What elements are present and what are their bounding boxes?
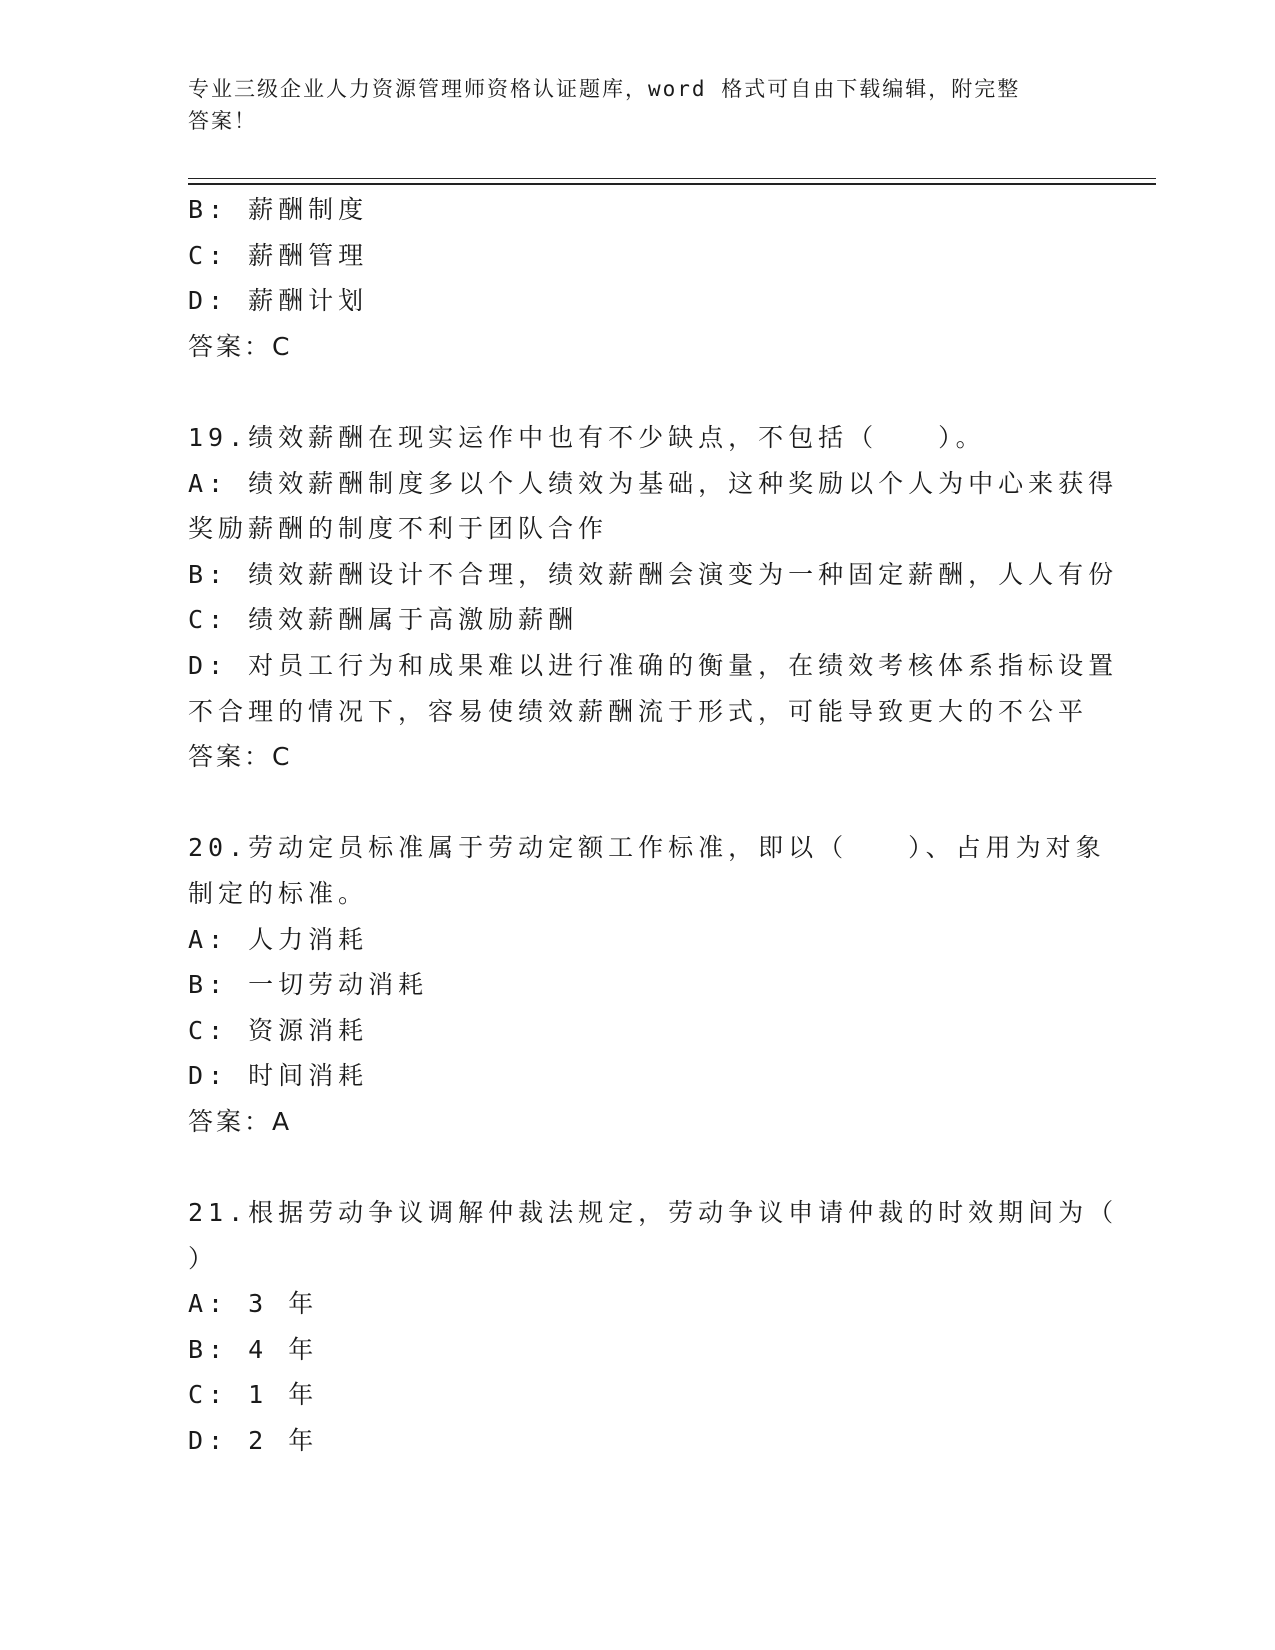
q20-question-line-1: 20.劳动定员标准属于劳动定额工作标准，即以（ ）、占用为对象	[188, 833, 1106, 863]
q19-option-b: B: 绩效薪酬设计不合理，绩效薪酬会演变为一种固定薪酬，人人有份	[188, 559, 1119, 589]
question-20-block	[188, 825, 1106, 1144]
q19-answer: 答案：C	[188, 742, 293, 772]
header-line-1: 专业三级企业人力资源管理师资格认证题库，word 格式可自由下载编辑，附完整	[188, 77, 1021, 101]
q21-question-line-2: ）	[188, 1243, 219, 1273]
q20-answer: 答案：A	[188, 1106, 293, 1136]
document-body	[188, 187, 1119, 1464]
q19-option-a-line-1: A: 绩效薪酬制度多以个人绩效为基础，这种奖励以个人为中心来获得	[188, 468, 1119, 498]
question-21-block	[188, 1190, 1119, 1464]
q19-option-a-line-2: 奖励薪酬的制度不利于团队合作	[188, 514, 609, 544]
q19-option-d-line-1: D: 对员工行为和成果难以进行准确的衡量，在绩效考核体系指标设置	[188, 650, 1119, 680]
q19-option-c: C: 绩效薪酬属于高激励薪酬	[188, 605, 579, 635]
question-19-block	[188, 415, 1119, 780]
q18-answer: 答案：C	[188, 331, 293, 361]
spacer	[188, 1144, 1088, 1190]
q21-option-a: A: 3 年	[188, 1289, 319, 1319]
header-rule-thick	[188, 183, 1156, 185]
q19-question: 19.绩效薪酬在现实运作中也有不少缺点，不包括（ ）。	[188, 422, 986, 452]
q18-option-c: C: 薪酬管理	[188, 240, 369, 270]
q20-option-d: D: 时间消耗	[188, 1061, 369, 1091]
q21-option-d: D: 2 年	[188, 1426, 319, 1456]
q20-question-line-2: 制定的标准。	[188, 878, 369, 908]
q18-option-d: D: 薪酬计划	[188, 286, 369, 316]
q21-option-b: B: 4 年	[188, 1334, 319, 1364]
q19-option-d-line-2: 不合理的情况下，容易使绩效薪酬流于形式，可能导致更大的不公平	[188, 696, 1089, 726]
q21-question-line-1: 21.根据劳动争议调解仲裁法规定，劳动争议申请仲裁的时效期间为（	[188, 1198, 1119, 1228]
q20-option-a: A: 人力消耗	[188, 924, 369, 954]
header-line-2: 答案！	[188, 109, 257, 133]
q18-option-b: B: 薪酬制度	[188, 195, 369, 224]
spacer	[188, 369, 1088, 415]
spacer	[188, 780, 1088, 826]
question-18-block	[188, 187, 1088, 369]
document-header	[188, 73, 1088, 137]
q21-option-c: C: 1 年	[188, 1380, 319, 1410]
q20-option-c: C: 资源消耗	[188, 1015, 369, 1045]
q20-option-b: B: 一切劳动消耗	[188, 970, 429, 1000]
header-rule-thin	[188, 178, 1156, 179]
